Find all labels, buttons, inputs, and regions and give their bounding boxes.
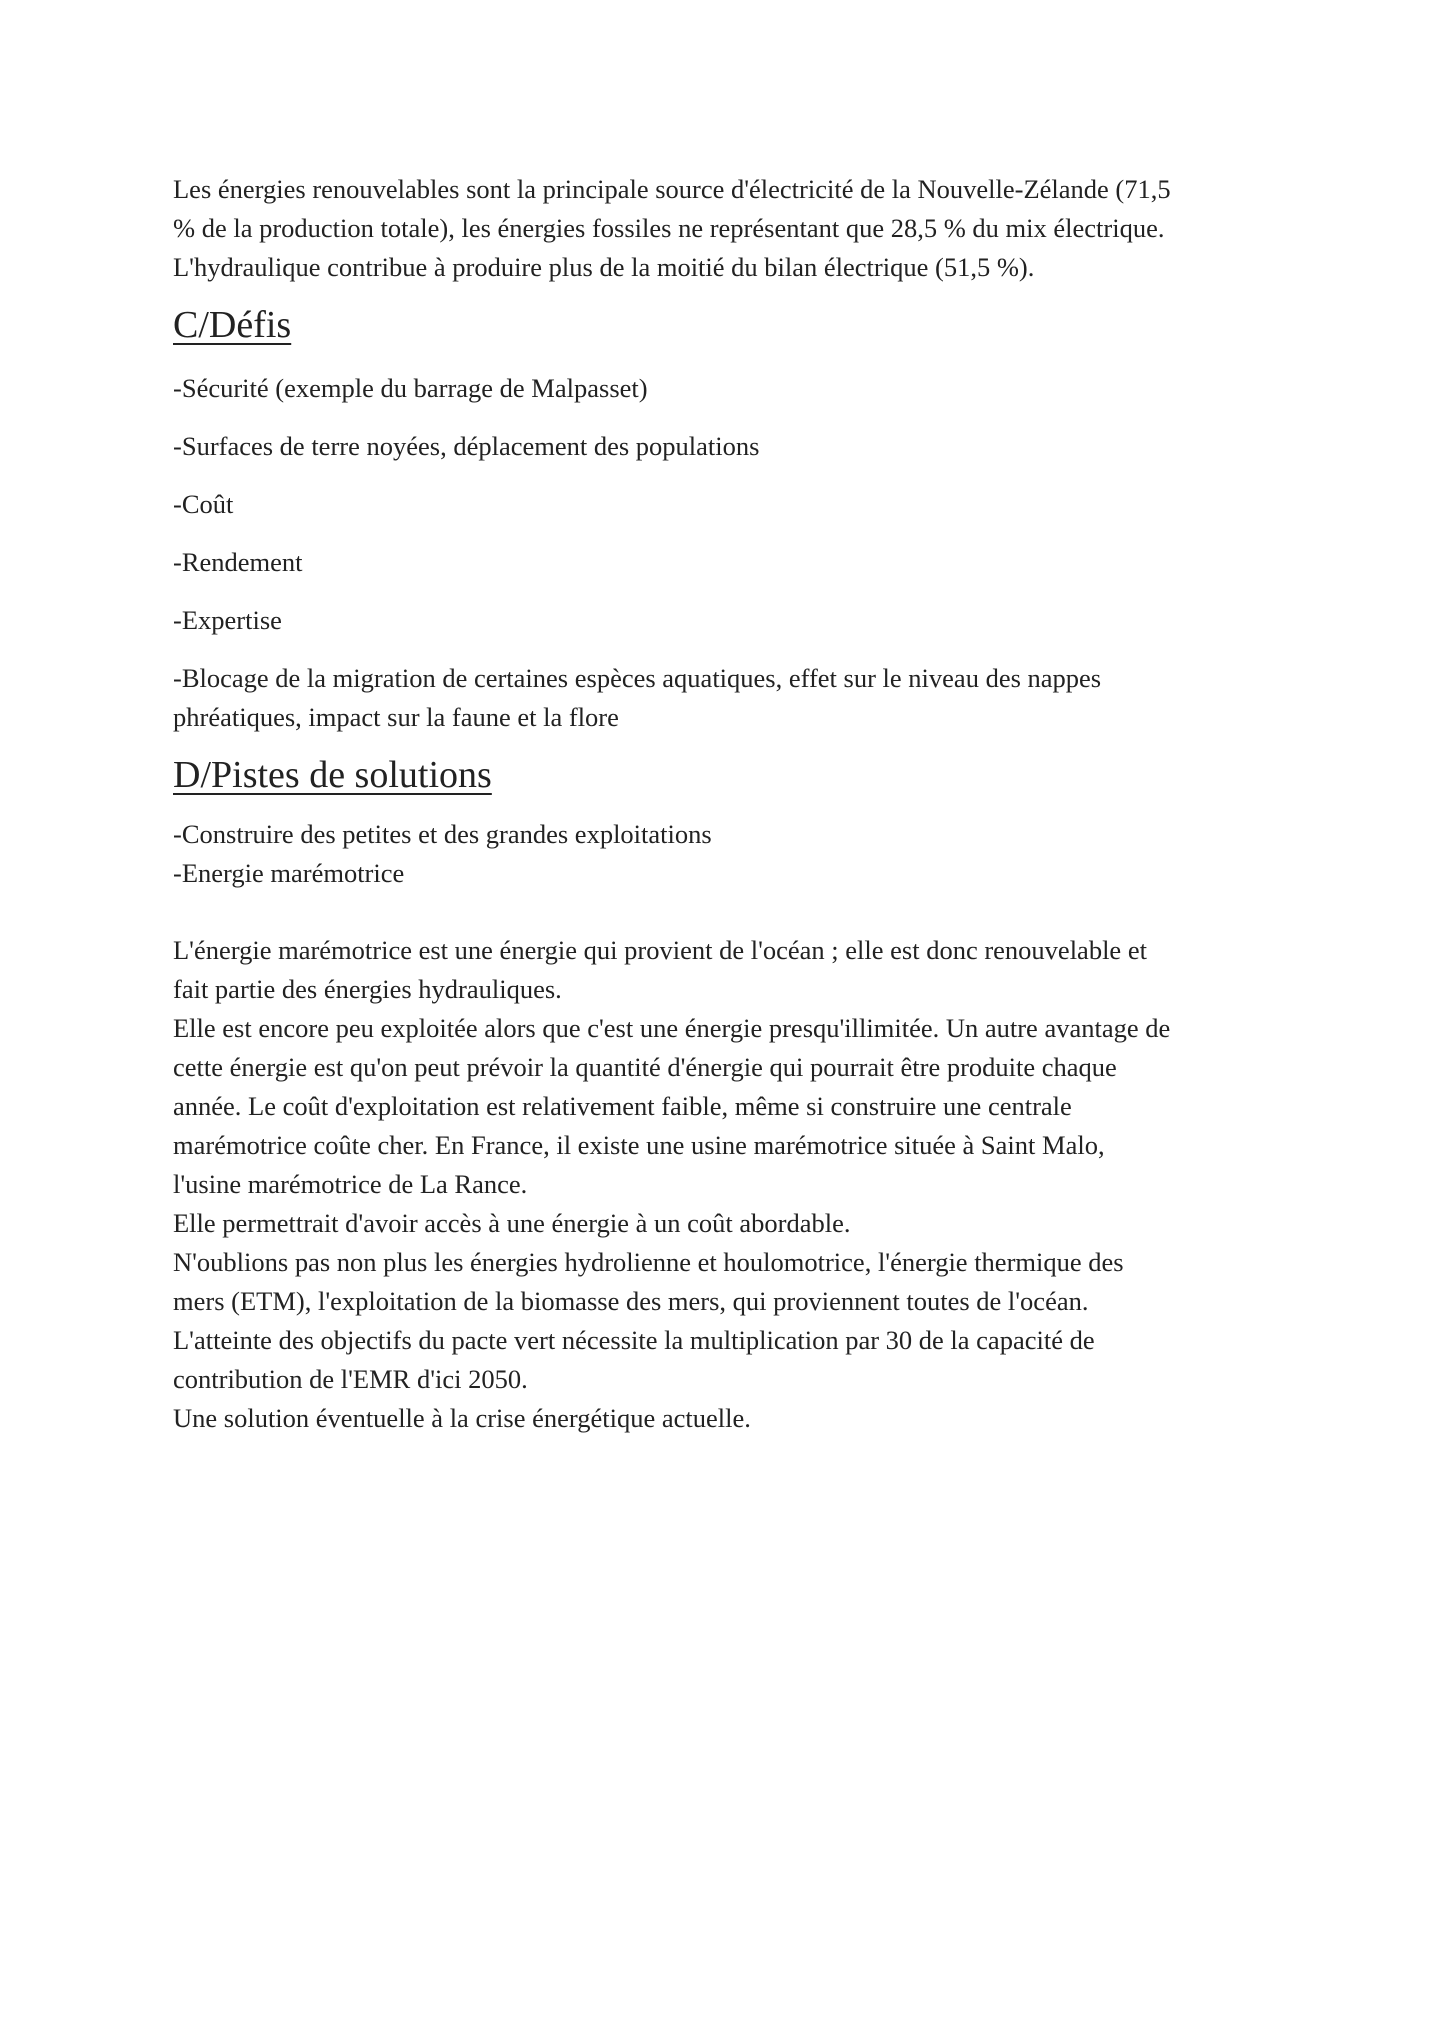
list-item: -Blocage de la migration de certaines espèces aquatiques, effet sur le niveau des nappes phréatiques, impact sur la faune et la flore: [173, 663, 1102, 732]
body-paragraph: L'énergie marémotrice est une énergie qui provient de l'océan ; elle est donc renouvelable et fait partie des énergies hydrauliques. Elle est encore peu exploitée alors que c'est une énergie presqu'illimitée. Un autre avantage de cette énergie est qu'on peut prévoir la quantité d'énergie qui pourrait être produite chaque année. Le coût d'exploitation est relativement faible, même si construire une centrale marémotrice coûte cher. En France, il existe une usine marémotrice située à Saint Malo, l'usine marémotrice de La Rance. Elle permettrait d'avoir accès à une énergie à un coût abordable. N'oublions pas non plus les énergies hydrolienne et houlomotrice, l'énergie thermique des mers (ETM), l'exploitation de la biomasse des mers, qui proviennent toutes de l'océan. L'atteinte des objectifs du pacte vert nécessite la multiplication par 30 de la capacité de contribution de l'EMR d'ici 2050. Une solution éventuelle à la crise énergétique actuelle.: [173, 935, 1171, 1433]
list-item: -Coût: [173, 489, 234, 519]
list-item: -Construire des petites et des grandes exploitations: [173, 819, 712, 849]
section-heading-pistes: D/Pistes de solutions: [173, 754, 492, 796]
list-item: -Sécurité (exemple du barrage de Malpasset): [173, 373, 648, 403]
intro-paragraph: Les énergies renouvelables sont la principale source d'électricité de la Nouvelle-Zélande (71,5 % de la production totale), les énergies fossiles ne représentant que 28,5 % du mix électrique. L'hydraulique contribue à produire plus de la moitié du bilan électrique (51,5 %).: [173, 174, 1171, 282]
list-item: -Energie marémotrice: [173, 858, 405, 888]
section-heading-defis: C/Défis: [173, 304, 292, 346]
list-item: -Surfaces de terre noyées, déplacement des populations: [173, 431, 760, 461]
list-item: -Rendement: [173, 547, 303, 577]
document-page: [173, 170, 1283, 1438]
paragraph-spacer: [173, 893, 1283, 931]
list-item: -Expertise: [173, 605, 282, 635]
